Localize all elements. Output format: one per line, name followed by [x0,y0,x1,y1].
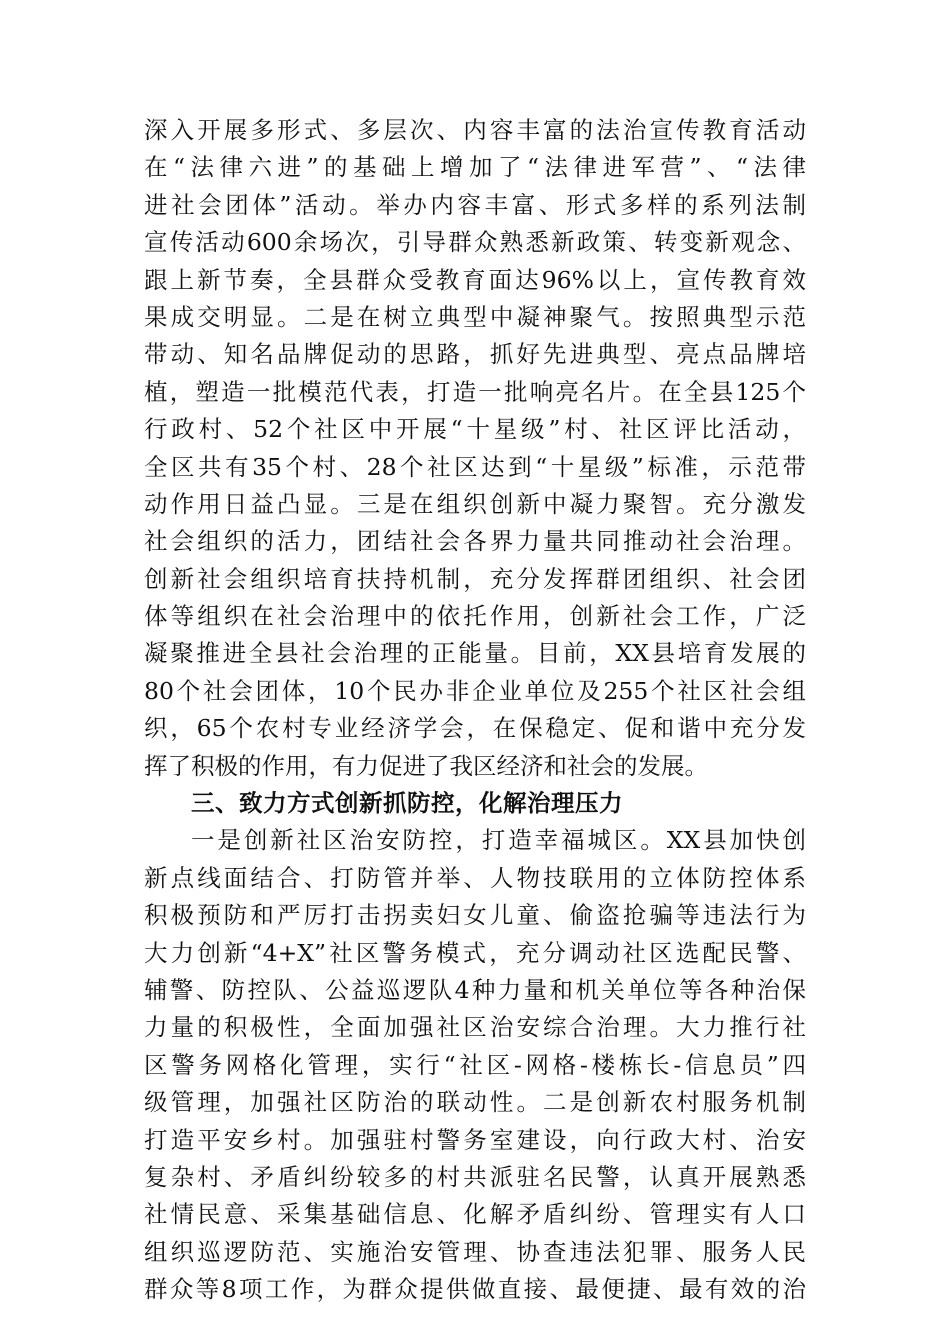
section-heading: 三、致力方式创新抓防控，化解治理压力 [191,789,623,818]
body-line-12: 社会组织的活力，团结社会各界力量共同推动社会治理。 [144,527,806,556]
section-line-3: 积极预防和严厉打击拐卖妇女儿童、偷盗抢骗等违法行为 [144,901,806,930]
body-line-8: 植，塑造一批模范代表，打造一批响亮名片。在全县125个 [144,377,806,406]
body-line-14: 体等组织在社会治理中的依托作用，创新社会工作，广泛 [144,602,806,631]
body-line-4: 宣传活动600余场次，引导群众熟悉新政策、转变新观念、 [144,228,806,257]
body-line-13: 创新社会组织培育扶持机制，充分发挥群团组织、社会团 [144,564,806,593]
body-line-7: 带动、知名品牌促动的思路，抓好先进典型、亮点品牌培 [144,340,806,369]
section-line-6: 力量的积极性，全面加强社区治安综合治理。大力推行社 [144,1013,806,1042]
body-line-2: 在“法律六进”的基础上增加了“法律进军营”、“法律 [144,153,806,182]
body-line-18: 挥了积极的作用，有力促进了我区经济和社会的发展。 [144,751,708,780]
body-line-5: 跟上新节奏，全县群众受教育面达96%以上，宣传教育效 [144,265,806,294]
body-line-11: 动作用日益凸显。三是在组织创新中凝力聚智。充分激发 [144,489,806,518]
section-line-1: 一是创新社区治安防控，打造幸福城区。XX县加快创 [191,826,806,855]
section-line-2: 新点线面结合、打防管并举、人物技联用的立体防控体系 [144,863,806,892]
section-line-5: 辅警、防控队、公益巡逻队4种力量和机关单位等各种治保 [144,975,806,1004]
section-line-4: 大力创新“4+X”社区警务模式，充分调动社区选配民警、 [144,938,806,967]
body-line-3: 进社会团体”活动。举办内容丰富、形式多样的系列法制 [144,190,806,219]
body-line-9: 行政村、52个社区中开展“十星级”村、社区评比活动， [144,415,806,444]
section-line-12: 组织巡逻防范、实施治安管理、协查违法犯罪、服务人民 [144,1237,806,1266]
body-line-6: 果成交明显。二是在树立典型中凝神聚气。按照典型示范 [144,302,806,331]
section-line-8: 级管理，加强社区防治的联动性。二是创新农村服务机制 [144,1088,806,1117]
body-line-10: 全区共有35个村、28个社区达到“十星级”标准，示范带 [144,452,806,481]
section-line-10: 复杂村、矛盾纠纷较多的村共派驻名民警，认真开展熟悉 [144,1162,806,1191]
section-line-11: 社情民意、采集基础信息、化解矛盾纠纷、管理实有人口 [144,1200,806,1229]
section-line-7: 区警务网格化管理，实行“社区-网格-楼栋长-信息员”四 [144,1050,806,1079]
body-line-1: 深入开展多形式、多层次、内容丰富的法治宣传教育活动 [144,116,806,144]
body-line-17: 织，65个农村专业经济学会，在保稳定、促和谐中充分发 [144,714,806,743]
section-line-9: 打造平安乡村。加强驻村警务室建设，向行政大村、治安 [144,1125,806,1154]
document-body [144,112,806,1309]
body-line-16: 80个社会团体，10个民办非企业单位及255个社区社会组 [144,676,806,705]
body-line-15: 凝聚推进全县社会治理的正能量。目前，XX县培育发展的 [144,639,806,668]
section-line-13: 群众等8项工作，为群众提供做直接、最便捷、最有效的治 [144,1275,806,1304]
